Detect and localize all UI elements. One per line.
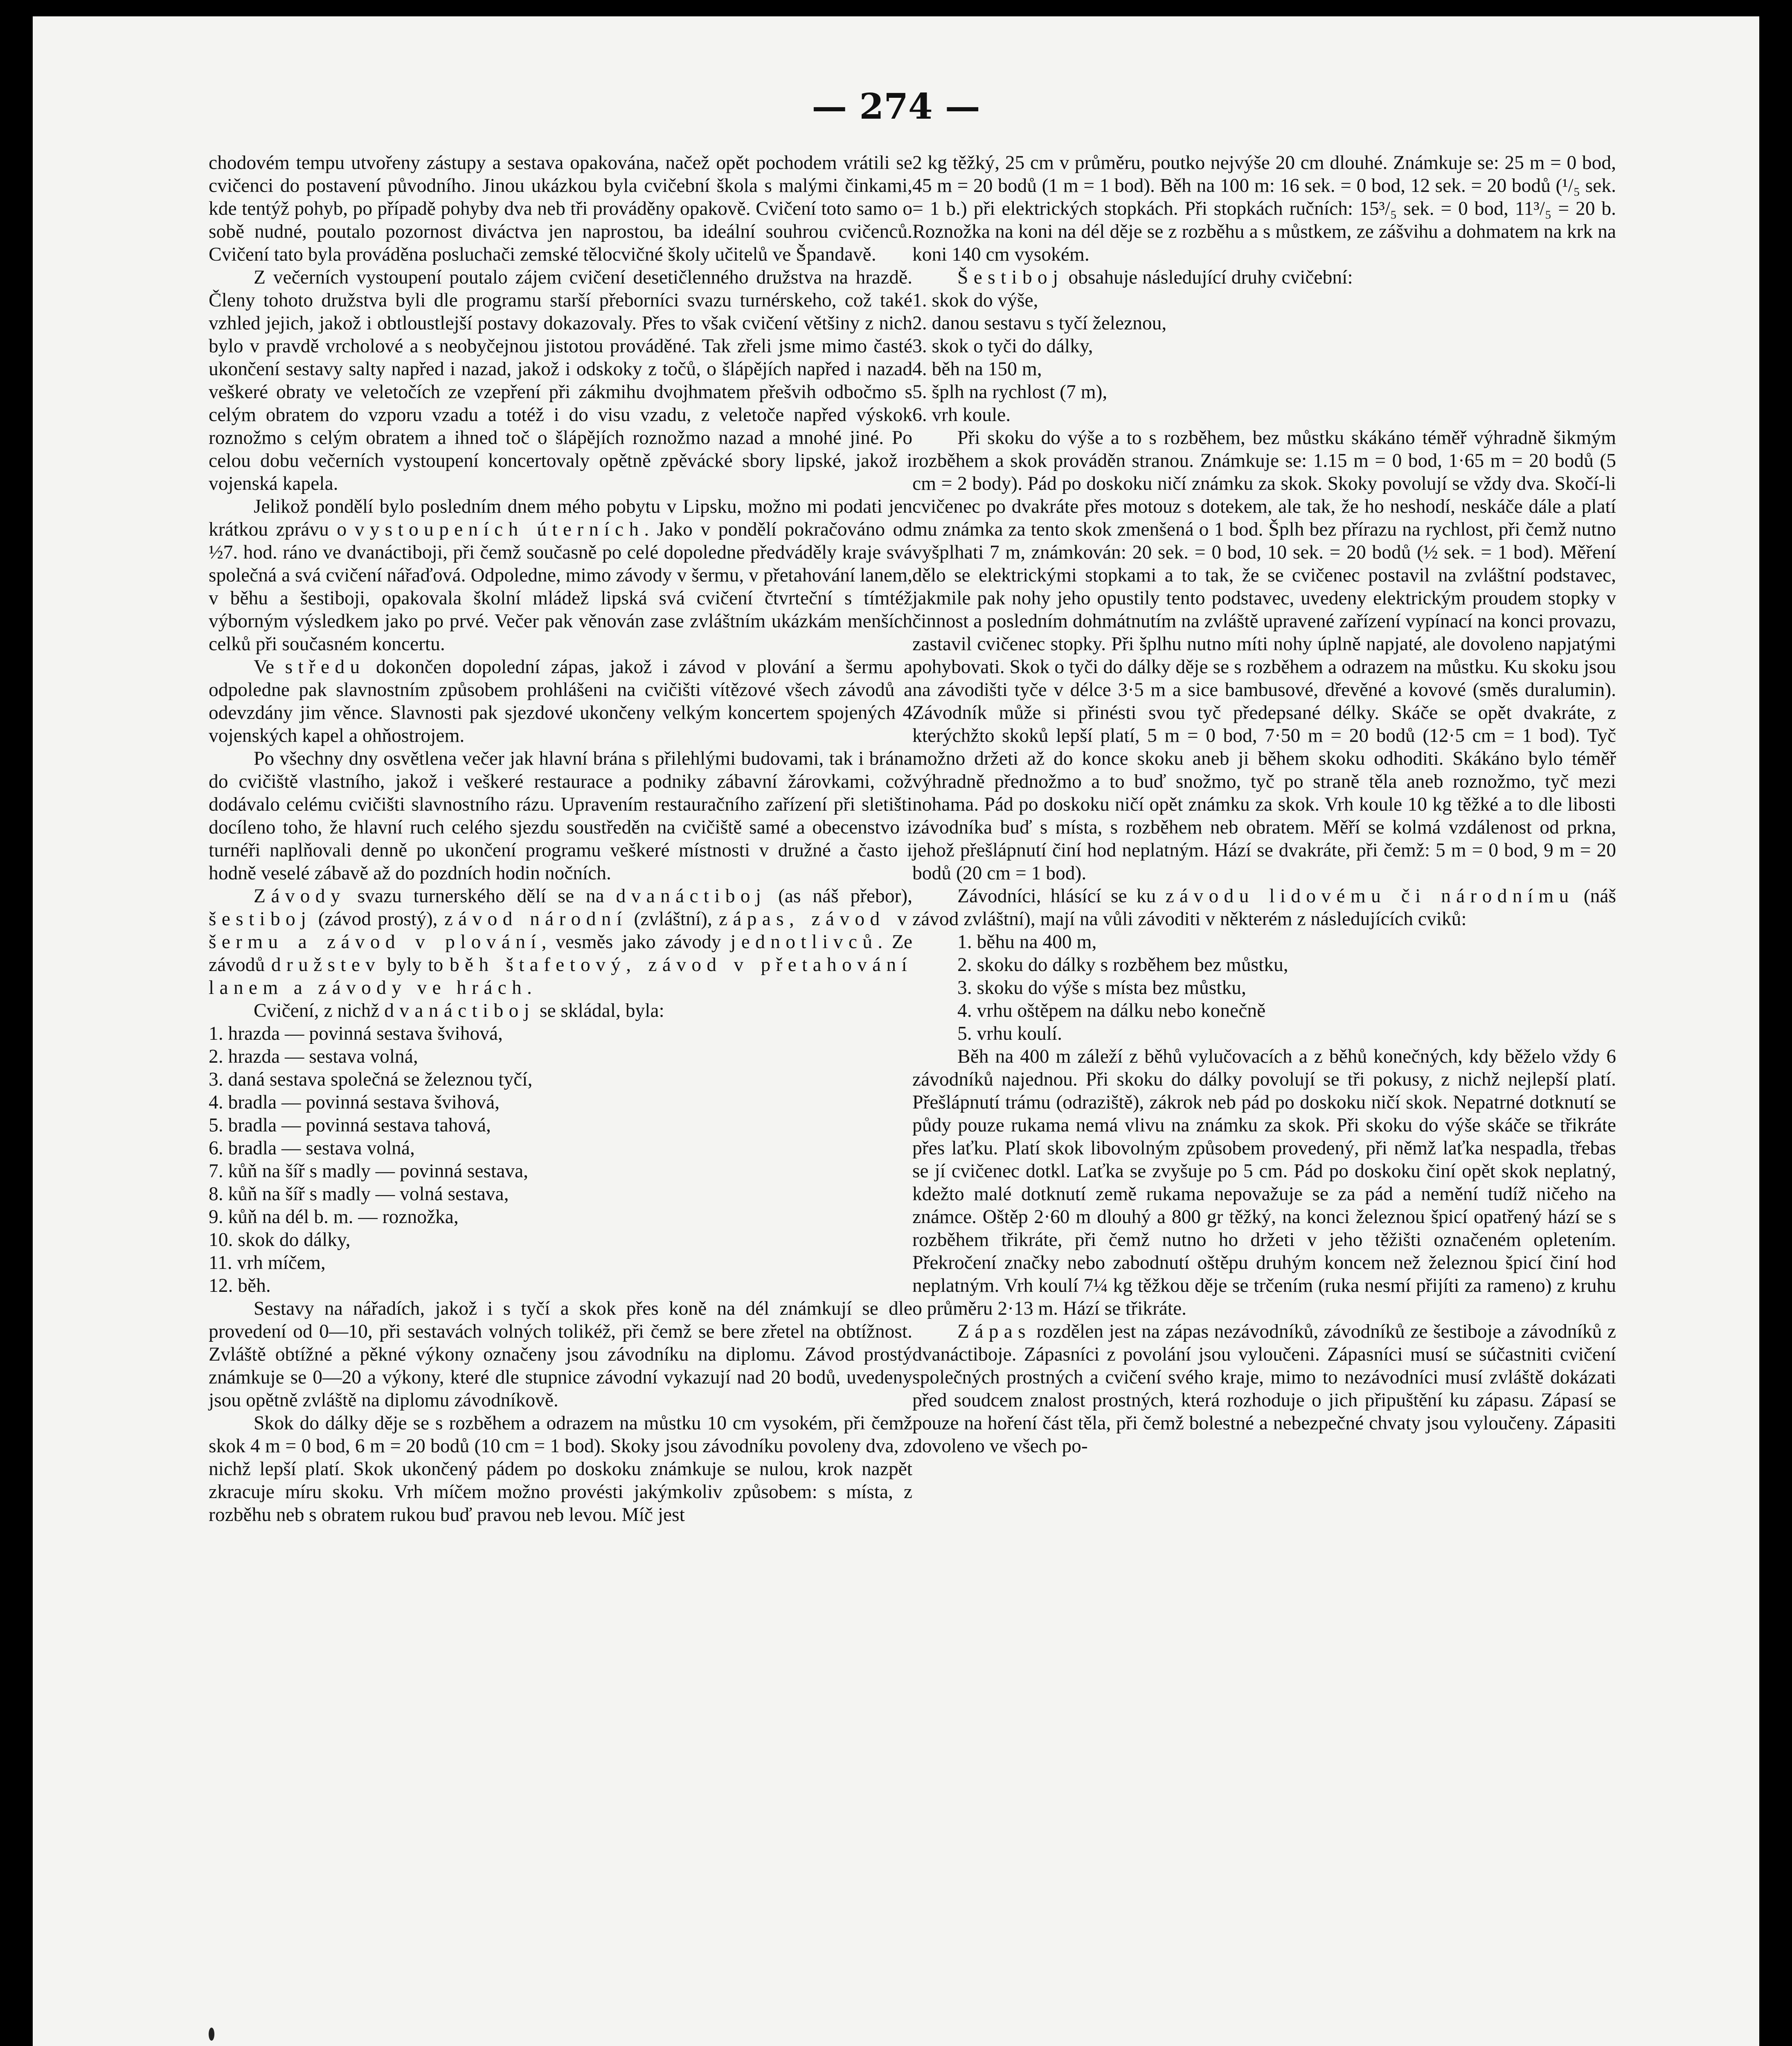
list-dvanactiboj [209, 1022, 912, 1297]
paragraph [912, 885, 1616, 931]
list-item: 6. bradla — sestava volná, [209, 1138, 415, 1159]
text-run: (náš závod zvláštní), mají na vůli závoditi v některém z následujících cviků: [912, 886, 1616, 930]
text-run: obsahuje následující druhy cvičební: [1063, 267, 1353, 288]
spaced-emphasis: dvanáctiboj [616, 886, 767, 907]
paragraph: 2 kg těžký, 25 cm v průměru, poutko nejvýše 20 cm dlouhé. Známkuje se: 25 m = 0 bod, 45 m = 20 bodů (1 m = 1 bod). Běh na 100 m: 16 sek. = 0 bod, 12 sek. = 20 bodů (¹/₅ sek. = 1 b.) při elektrických stopkách. Při stopkách ručních: 15³/₅ sek. = 0 bod, 11³/₅ = 20 b. Roznožka na koni na dél děje se z rozběhu a s můstkem, ze zášvihu a dohmatem na krk na koni 140 cm vysokém. [912, 152, 1616, 265]
text-run: dokončen dopolední zápas, jakož i závod v plování a šermu a odpoledne pak slavnostním způsobem prohlášeni na cvičišti vítězové všech závodů a odevzdány jim věnce. Slavnosti pak sjezdové ukončeny velkým koncertem spojených 4 vojenských kapel a ohňostrojem. [209, 656, 912, 746]
spaced-emphasis: vystoupeních úterních [354, 519, 644, 540]
text-run: svazu turnerského dělí se na [345, 886, 616, 907]
text-run: Jelikož pondělí bylo posledním dnem mého pobytu v Lipsku, možno mi podati jen krátkou zprávu o [209, 496, 912, 540]
list-item: 12. běh. [209, 1275, 271, 1296]
text-run: Cvičení, z nichž [254, 1000, 385, 1021]
paragraph: Po všechny dny osvětlena večer jak hlavní brána s přilehlými budovami, tak i brána do cvičiště vlastního, jakož i veškeré restaurace a podniky zábavní žárovkami, což dodávalo celému cvičišti slavnostního rázu. Upravením restauračního zařízení při sletišti docíleno toho, že hlavní ruch celého sjezdu soustředěn na cvičiště samé a obecenstvo i turnéři naplňovali denně po ukončení programu veškeré místnosti v družné a často i hodně veselé zábavě až do pozdních hodin nočních. [209, 748, 912, 884]
list-item: 8. kůň na šíř s madly — volná sestava, [209, 1183, 509, 1205]
text-run: , vesměs jako závody [541, 931, 731, 953]
page-sheet [33, 16, 1759, 2046]
text-run: (zvláštní), [627, 908, 719, 930]
paragraph: chodovém tempu utvořeny zástupy a sestava opakována, načež opět pochodem vrátili se cvičenci do postavení původního. Jinou ukázkou byla cvičební škola s malými činkami, kde tentýž pohyb, po případě pohyby dva neb tři prováděny opakově. Cvičení toto samo o sobě nudné, poutalo pozornost diváctva jen naprostou, ba ideální souhrou cvičenců. Cvičení tato byla prováděna posluchači zemské tělocvičné školy učitelů ve Špandavě. [209, 152, 912, 265]
spaced-emphasis: středu [285, 656, 365, 678]
page-number: — 274 — [812, 86, 980, 127]
list-item: 1. běhu na 400 m, [957, 931, 1097, 953]
spaced-emphasis: závodu lidovému či národnímu [1165, 886, 1574, 907]
spaced-emphasis: závod národní [444, 908, 628, 930]
paragraph: Běh na 400 m záleží z běhů vylučovacích a z běhů konečných, kdy běželo vždy 6 závodníků najednou. Při skoku do dálky povolují se tři pokusy, z nichž nejlepší platí. Přešlápnutí trámu (odraziště), zákrok neb pád po doskoku ničí skok. Nepatrné dotknutí se půdy pouze rukama nemá vlivu na známku za skok. Při skoku do výše skáče se třikráte přes laťku. Platí skok libovolným způsobem provedený, při němž laťka nespadla, třebas se jí cvičenec dotkl. Laťka se zvyšuje po 5 cm. Pád po doskoku činí opět skok neplatný, kdežto malé dotknutí země rukama nepovažuje se za pád a nemění tudíž ničeho na známce. Oštěp 2·60 m dlouhý a 800 gr těžký, na konci železnou špicí opatřený hází se s rozběhem třikráte, při čemž nutno ho držeti v jeho těžišti označeném opletením. Překročení značky nebo zabodnutí oštěpu druhým koncem než železnou špicí činí hod neplatným. Vrh koulí 7¼ kg těžkou děje se trčením (ruka nesmí přijíti za rameno) z kruhu o průměru 2·13 m. Hází se třikráte. [912, 1046, 1616, 1319]
list-item: 2. skoku do dálky s rozběhem bez můstku, [957, 954, 1288, 976]
spaced-emphasis: zápas, závod v šermu a závod v plování [209, 908, 912, 953]
paragraph [209, 495, 912, 656]
spaced-emphasis: Šestiboj [957, 267, 1064, 288]
list-item: 4. vrhu oštěpem na dálku nebo konečně [957, 1000, 1266, 1021]
text-run: rozdělen jest na zápas nezávodníků, závodníků ze šestiboje a závodníků z dvanáctiboje. Zápasníci z povolání jsou vyloučeni. Zápasníci musí se súčastniti cvičení společných prostných a cvičení svého kraje, mimo to nezávodníci musí zvláště dokázati před soudcem znalost prostných, která rozhoduje o jich připuštění ku zápasu. Zápasí se pouze na hoření část těla, při čemž bolestné a nebezpečné chvaty jsou vyloučeny. Zápasiti dovoleno ve všech po- [912, 1321, 1616, 1457]
spaced-emphasis: dvanáctiboj [384, 1000, 535, 1021]
list-item: 9. kůň na dél b. m. — roznožka, [209, 1206, 459, 1228]
text-run: (as náš přebor), [766, 886, 912, 907]
text-run: Ve [254, 656, 285, 678]
spaced-emphasis: Zápas [957, 1321, 1031, 1342]
text-run: se skládal, byla: [535, 1000, 664, 1021]
spaced-emphasis: běh štafetový, závod v přetahování lanem a závody ve hrách [209, 954, 912, 998]
left-column [209, 151, 912, 1526]
list-item: 3. daná sestava společná se železnou tyčí, [209, 1069, 533, 1090]
list-item: 2. hrazda — sestava volná, [209, 1046, 418, 1067]
paragraph [209, 999, 912, 1022]
list-zavod-lidovy [912, 931, 1616, 1045]
text-run: byly to [380, 954, 450, 976]
list-item: 1. skok do výše, [912, 290, 1038, 311]
spaced-emphasis: Závody [254, 886, 346, 907]
paragraph [912, 266, 1616, 289]
list-item: 1. hrazda — povinná sestava švihová, [209, 1023, 503, 1044]
list-item: 5. bradla — povinná sestava tahová, [209, 1115, 491, 1136]
spaced-emphasis: jednotlivců [730, 931, 878, 953]
list-sestiboj [912, 289, 1616, 426]
paragraph: Sestavy na nářadích, jakož i s tyčí a skok přes koně na dél známkují se dle provedení od 0—10, při sestavách volných tolikéž, při čemž se bere zřetel na obtížnost. Zvláště obtížné a pěkné výkony označeny jsou závodníku na diplomu. Závod prostý známkuje se 0—20 a výkony, které dle stupnice závodní vykazují nad 20 bodů, uvedeny jsou opětně zvláště na diplomu závodníkově. [209, 1298, 912, 1411]
spaced-emphasis: družstev [271, 954, 381, 976]
spaced-emphasis: šestiboj [209, 908, 312, 930]
text-run: Závodníci, hlásící se ku [957, 886, 1166, 907]
paragraph: Z večerních vystoupení poutalo zájem cvičení desetičlenného družstva na hrazdě. Členy tohoto družstva byli dle programu starší přeborníci svazu turnérskeho, což také vzhled jejich, jakož i obtloustlejší postavy dokazovaly. Přes to však cvičení většiny z nich bylo v pravdě vrcholové a s neobyčejnou jistotou prováděné. Tak zřeli jsme mimo časté ukončení sestavy salty napřed i nazad, jakož i odskoky z točů, o šlápějích napřed i nazad veškeré obraty ve veletočích ze vzepření při zákmihu dvojhmatem přešvih odbočmo s celým obratem do vzporu vzadu a totéž i do visu vzadu, z veletoče napřed výskok roznožmo s celým obratem a ihned toč o šlápějích roznožmo nazad a mnohé jiné. Po celou dobu večerních vystoupení koncertovaly opětně zpěvácké sbory lipské, jakož i vojenská kapela. [209, 267, 912, 494]
list-item: 2. danou sestavu s tyčí železnou, [912, 313, 1167, 334]
text-run: . Jako v pondělí pokračováno od ½7. hod. ráno ve dvanáctiboji, při čemž současně po celé dopoledne předváděly kraje svá společná a svá cvičení nářaďová. Odpoledne, mimo závody v šermu, v přetahování lanem, v běhu a šestiboji, opakovala školní mládež lipská svá cvičení čtvrteční s tímtéž výborným výsledkem jako po prvé. Večer pak věnován zase zvláštním ukázkám menších celků při současném koncertu. [209, 519, 912, 655]
paragraph [209, 656, 912, 747]
list-item: 4. bradla — povinná sestava švihová, [209, 1092, 500, 1113]
list-item: 10. skok do dálky, [209, 1229, 351, 1251]
list-item: 5. šplh na rychlost (7 m), [912, 381, 1108, 403]
list-item: 6. vrh koule. [912, 404, 1011, 426]
list-item: 3. skok o tyči do dálky, [912, 336, 1093, 357]
paragraph [912, 1320, 1616, 1458]
list-item: 5. vrhu koulí. [957, 1023, 1062, 1044]
list-item: 4. běh na 150 m, [912, 358, 1042, 380]
paragraph: Skok do dálky děje se s rozběhem a odrazem na můstku 10 cm vysokém, při čemž skok 4 m = 0 bod, 6 m = 20 bodů (10 cm = 1 bod). Skoky jsou závodníku povoleny dva, z nichž lepší platí. Skok ukončený pádem po doskoku známkuje se nulou, krok nazpět zkracuje míru skoku. Vrh míčem možno provésti jakýmkoliv způsobem: s místa, z rozběhu neb s obratem rukou buď pravou neb levou. Míč jest [209, 1413, 912, 1525]
text-run: . Ze závodů [209, 931, 912, 976]
list-item: 3. skoku do výše s místa bez můstku, [957, 977, 1246, 998]
right-column [912, 151, 1616, 1458]
text-run: . [527, 977, 532, 998]
paragraph [209, 885, 912, 999]
paragraph: Při skoku do výše a to s rozběhem, bez můstku skákáno téměř výhradně šikmým rozběhem a skok prováděn stranou. Známkuje se: 1.15 m = 0 bod, 1·65 m = 20 bodů (5 cm = 2 body). Pád po doskoku ničí známku za skok. Skoky povolují se vždy dva. Skočí-li cvičenec po dvakráte přes motouz s dotekem, ale tak, že ho neshodí, neskáče dále a platí mu známka za tento skok zmenšená o 1 bod. Šplh bez přírazu na rychlost, při čemž nutno vyšplhati 7 m, známkován: 20 sek. = 0 bod, 10 sek. = 20 bodů (½ sek. = 1 bod). Měření dělo se elektrickými stopkami a to tak, že se cvičenec postavil na zvláštní podstavec, jakmile pak nohy jeho opustily tento podstavec, uvedeny elektrickým proudem stopky v činnost a posledním dohmátnutím na zvláště upravené zařízení vypínací na konci provazu, zastavil cvičenec stopky. Při šplhu nutno míti nohy úplně napjaté, ale dovoleno napjatými pohybovati. Skok o tyči do dálky děje se s rozběhem a odrazem na můstku. Ku skoku jsou na závodišti tyče v délce 3·5 m a sice bambusové, dřevěné a kovové (směs duralumin). Závodník může si přinésti svou tyč předepsané délky. Skáče se opět dvakráte, z kterýchžto skoků lepší platí, 5 m = 0 bod, 7·50 m = 20 bodů (12·5 cm = 1 bod). Tyč možno držeti až do konce skoku aneb ji během skoku odhoditi. Skákáno bylo téměř výhradně přednožmo a to buď snožmo, tyč po straně těla aneb roznožmo, tyč mezi nohama. Pád po doskoku ničí opět známku za skok. Vrh koule 10 kg těžké a to dle libosti závodníka buď s místa, s rozběhem neb obratem. Měří se kolmá vzdálenost od prkna, jehož přešlápnutí činí hod neplatným. Hází se dvakráte, při čemž: 5 m = 0 bod, 9 m = 20 bodů (20 cm = 1 bod). [912, 427, 1616, 884]
list-item: 11. vrh míčem, [209, 1252, 326, 1273]
ink-blot-mark [209, 2028, 214, 2041]
text-run: (závod prostý), [311, 908, 444, 930]
list-item: 7. kůň na šíř s madly — povinná sestava, [209, 1160, 528, 1182]
